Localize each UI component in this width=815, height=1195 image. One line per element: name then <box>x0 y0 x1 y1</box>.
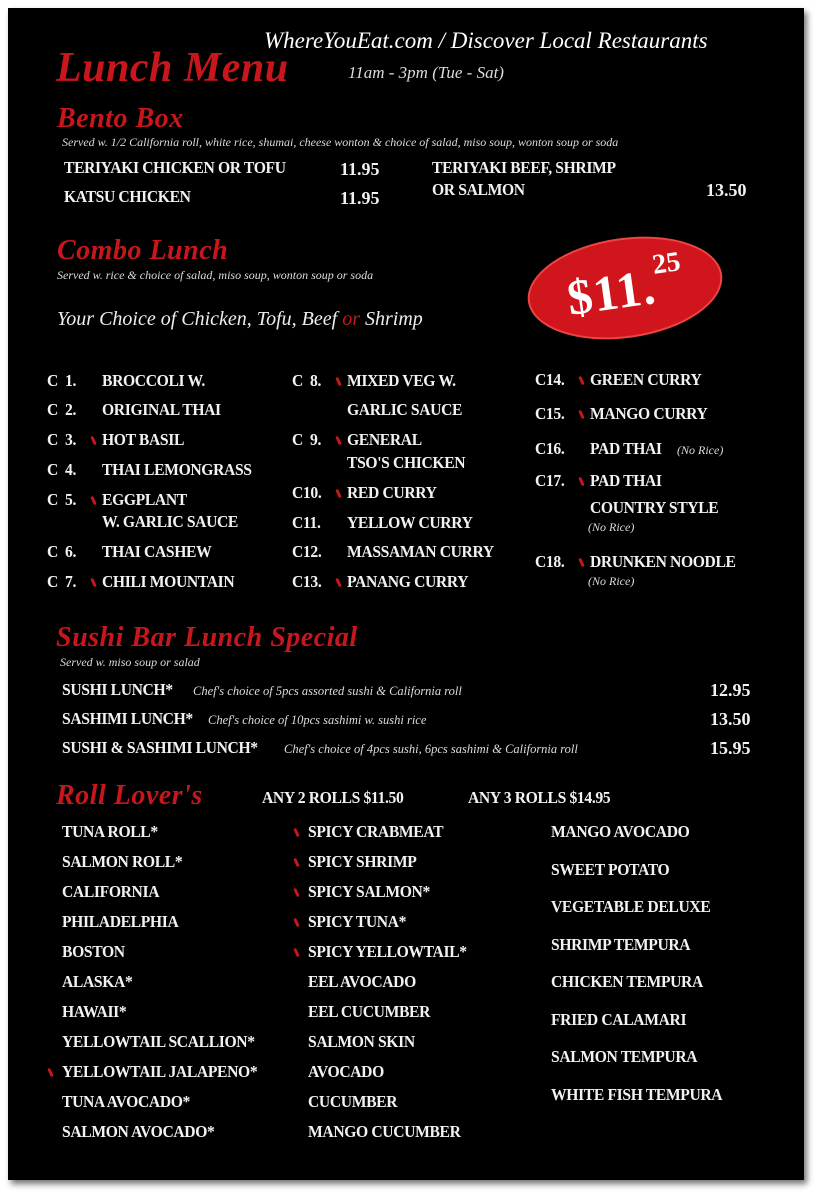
roll-item: SWEET POTATO <box>551 859 670 879</box>
combo-item-code: C16. <box>535 439 565 458</box>
roll-item: WHITE FISH TEMPURA <box>551 1084 723 1104</box>
roll-item: SALMON TEMPURA <box>551 1047 698 1066</box>
roll-item: EEL AVOCADO <box>308 972 416 991</box>
combo-heading: Combo Lunch <box>57 235 229 266</box>
roll-item: AVOCADO <box>308 1062 384 1081</box>
combo-choice-or: or <box>342 308 360 330</box>
combo-item-name: GREEN CURRY <box>590 370 702 389</box>
combo-item-code: C 4. <box>47 460 77 479</box>
combo-item-name: EGGPLANT <box>102 490 187 509</box>
combo-item-code: C 2. <box>47 400 77 419</box>
combo-item-code: C 9. <box>292 430 322 449</box>
roll-item: MANGO CUCUMBER <box>308 1122 461 1141</box>
bento-item-name: TERIYAKI BEEF, SHRIMP <box>432 158 616 177</box>
combo-item-code: C14. <box>535 370 565 389</box>
rolls-heading: Roll Lover's <box>56 780 203 811</box>
combo-item-code: C 3. <box>47 430 77 449</box>
roll-item: SPICY CRABMEAT <box>308 822 444 841</box>
sushi-item-desc: Chef's choice of 4pcs sushi, 6pcs sashimi & California roll <box>284 742 578 756</box>
combo-item-name: PAD THAI <box>590 439 662 458</box>
combo-item-name: PAD THAI <box>590 471 662 490</box>
page-title: Lunch Menu <box>56 45 289 91</box>
roll-item: SPICY YELLOWTAIL* <box>308 942 467 961</box>
roll-item: BOSTON <box>62 942 125 961</box>
combo-item-code: C 1. <box>47 371 77 390</box>
bento-heading: Bento Box <box>57 103 184 134</box>
roll-item: HAWAII* <box>62 1002 127 1021</box>
combo-item-name: ORIGINAL THAI <box>102 400 221 419</box>
sushi-item-desc: Chef's choice of 5pcs assorted sushi & California roll <box>193 684 462 698</box>
bento-item-name-line2: OR SALMON <box>432 180 525 199</box>
combo-item-code: C11. <box>292 513 321 532</box>
combo-item-code: C13. <box>292 572 322 591</box>
combo-item-name: CHILI MOUNTAIN <box>102 572 235 591</box>
combo-choice-suffix: Shrimp <box>359 308 423 330</box>
combo-item-name: GENERAL <box>347 430 422 449</box>
sushi-heading: Sushi Bar Lunch Special <box>56 622 358 653</box>
combo-item-code: C10. <box>292 483 322 502</box>
combo-item-name: THAI LEMONGRASS <box>102 460 252 479</box>
combo-item-name: BROCCOLI W. <box>102 371 205 390</box>
sushi-item-name: SASHIMI LUNCH* <box>62 709 193 728</box>
combo-item-name: COUNTRY STYLE <box>590 498 719 517</box>
sushi-subtitle: Served w. miso soup or salad <box>60 655 200 669</box>
bento-item-price: 13.50 <box>706 180 747 200</box>
roll-item: TUNA ROLL* <box>62 822 158 841</box>
price-badge-dollars: $11. <box>563 258 660 326</box>
bento-item-name: TERIYAKI CHICKEN OR TOFU <box>64 158 286 177</box>
combo-item-name: HOT BASIL <box>102 430 185 449</box>
sushi-item-price: 12.95 <box>710 680 751 700</box>
combo-item-name: GARLIC SAUCE <box>347 400 463 419</box>
roll-item: PHILADELPHIA <box>62 912 179 931</box>
roll-item: SALMON SKIN <box>308 1032 415 1051</box>
combo-item-note: (No Rice) <box>677 443 724 457</box>
combo-item-code: C 8. <box>292 371 322 390</box>
roll-item: SALMON ROLL* <box>62 852 183 871</box>
combo-item-code: C 7. <box>47 572 77 591</box>
combo-choice-prefix: Your Choice of Chicken, Tofu, Beef <box>57 308 343 330</box>
roll-item: SHRIMP TEMPURA <box>551 934 691 954</box>
rolls-deal-2: ANY 2 ROLLS $11.50 <box>262 788 404 807</box>
combo-item-name: RED CURRY <box>347 483 437 502</box>
roll-item: SPICY SHRIMP <box>308 852 417 871</box>
combo-subtitle: Served w. rice & choice of salad, miso soup, wonton soup or soda <box>57 268 374 282</box>
sushi-item-price: 15.95 <box>710 738 751 758</box>
combo-item-code: C12. <box>292 542 322 561</box>
roll-item: YELLOWTAIL JALAPENO* <box>62 1062 258 1081</box>
combo-item-name: MASSAMAN CURRY <box>347 542 494 561</box>
combo-item-name: W. GARLIC SAUCE <box>102 512 239 531</box>
combo-item-name: DRUNKEN NOODLE <box>590 552 736 571</box>
roll-item: ALASKA* <box>62 972 133 991</box>
bento-item-price: 11.95 <box>340 188 380 208</box>
watermark: WhereYouEat.com / Discover Local Restaurants <box>264 28 708 53</box>
combo-item-name: PANANG CURRY <box>347 572 469 591</box>
price-badge-cents: 25 <box>650 246 683 281</box>
roll-item: SPICY TUNA* <box>308 912 407 931</box>
roll-item: YELLOWTAIL SCALLION* <box>62 1032 255 1051</box>
roll-item: EEL CUCUMBER <box>308 1002 431 1021</box>
sushi-item-name: SUSHI & SASHIMI LUNCH* <box>62 738 258 757</box>
combo-item-code: C15. <box>535 404 565 423</box>
roll-item: TUNA AVOCADO* <box>62 1092 191 1111</box>
combo-item-code: C17. <box>535 471 565 490</box>
bento-subtitle: Served w. 1/2 California roll, white rice, shumai, cheese wonton & choice of salad, miso soup, wonton soup or soda <box>62 135 619 149</box>
sushi-item-name: SUSHI LUNCH* <box>62 680 173 699</box>
roll-item: SPICY SALMON* <box>308 882 430 901</box>
combo-item-note: (No Rice) <box>588 520 635 534</box>
sushi-item-desc: Chef's choice of 10pcs sashimi w. sushi rice <box>208 713 427 727</box>
combo-item-name: MIXED VEG W. <box>347 371 456 390</box>
combo-item-name: TSO'S CHICKEN <box>347 453 466 472</box>
combo-item-code: C 5. <box>47 490 77 509</box>
sushi-item-price: 13.50 <box>710 709 751 729</box>
combo-item-name: THAI CASHEW <box>102 542 212 561</box>
roll-item: SALMON AVOCADO* <box>62 1122 215 1141</box>
roll-item: CHICKEN TEMPURA <box>551 972 703 991</box>
combo-item-name: YELLOW CURRY <box>347 513 473 532</box>
roll-item: FRIED CALAMARI <box>551 1009 687 1029</box>
combo-item-code: C18. <box>535 552 565 571</box>
bento-item-price: 11.95 <box>340 159 380 179</box>
roll-item: CUCUMBER <box>308 1092 398 1111</box>
roll-item: VEGETABLE DELUXE <box>551 897 711 916</box>
combo-item-code: C 6. <box>47 542 77 561</box>
hours: 11am - 3pm (Tue - Sat) <box>348 63 504 82</box>
bento-item-name: KATSU CHICKEN <box>64 187 191 206</box>
combo-item-note: (No Rice) <box>588 574 635 588</box>
roll-item: CALIFORNIA <box>62 882 160 901</box>
roll-item: MANGO AVOCADO <box>551 822 690 841</box>
rolls-deal-3: ANY 3 ROLLS $14.95 <box>468 788 611 807</box>
combo-choice <box>57 308 423 331</box>
combo-item-name: MANGO CURRY <box>590 404 708 423</box>
